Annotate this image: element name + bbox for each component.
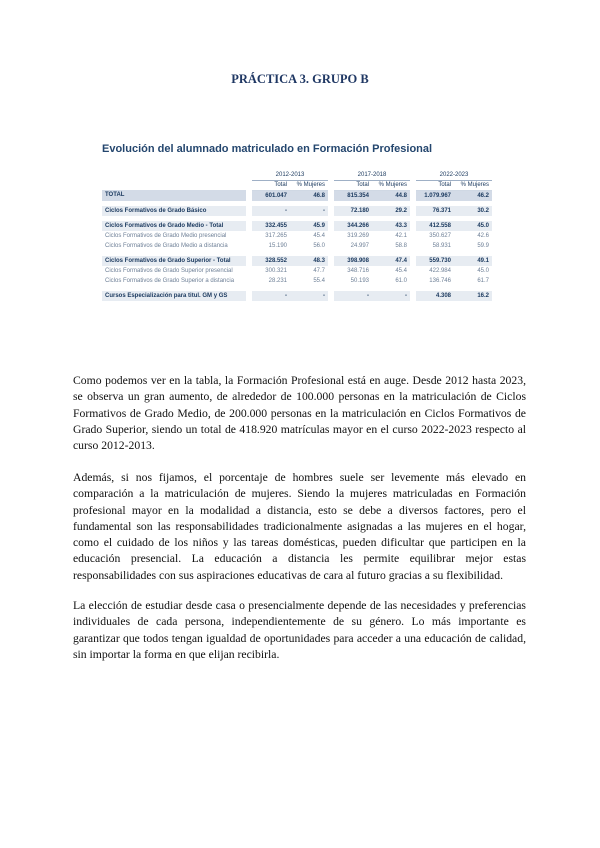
table-cell: 55.4 (313, 277, 325, 284)
column-header: % Mujeres (454, 180, 492, 190)
table-row (102, 221, 492, 231)
table-cell: 332.455 (252, 221, 290, 231)
table-cell: 45.4 (395, 267, 407, 274)
table-title: Evolución del alumnado matriculado en Formación Profesional (102, 143, 433, 155)
paragraph: La elección de estudiar desde casa o presencialmente depende de las necesidades y preferencias individuales de cada persona, independientemente de su género. Lo más importante es garantizar que todos tengan igualdad de oportunidades para acceder a una educación de calidad, sin importar la forma en que elijan recibirla. (73, 599, 526, 661)
table-cell: 45.9 (290, 221, 328, 231)
table-cell: 61.0 (395, 277, 407, 284)
table-cell: 72.180 (334, 206, 372, 216)
table-cell: 601.047 (252, 190, 290, 201)
table-cell: 136.746 (429, 277, 451, 284)
paragraph: Como podemos ver en la tabla, la Formación Profesional está en auge. Desde 2012 hasta 2023, se observa un gran aumento, de alrededor de 100.000 personas en la matriculación de Ciclos Formativos de Grado Medio, de 200.000 personas en la matriculación en Ciclos Formativos de Grado Superior, siendo un total de 418.920 matrículas mayor en el curso 2022-2023 respecto al curso 2012-2013. (73, 374, 526, 453)
table-cell: 15.190 (268, 242, 287, 249)
table-cell: 46.8 (290, 190, 328, 201)
row-label: Ciclos Formativos de Grado Medio a distancia (105, 242, 228, 249)
table-cell: 29.2 (372, 206, 410, 216)
row-label: Ciclos Formativos de Grado Medio - Total (102, 221, 246, 231)
table-row (102, 256, 492, 266)
table-cell: 45.4 (313, 232, 325, 239)
table-cell: - (290, 206, 328, 216)
table-cell: 350.627 (429, 232, 451, 239)
table-row (102, 266, 492, 276)
table-cell: - (252, 206, 290, 216)
table-cell: - (372, 291, 410, 301)
column-header: % Mujeres (290, 180, 328, 190)
table-row (102, 231, 492, 241)
table-cell: 300.321 (265, 267, 287, 274)
row-label: Ciclos Formativos de Grado Superior presencial (105, 267, 233, 274)
table-cell: - (290, 291, 328, 301)
table-cell: 58.931 (432, 242, 451, 249)
table-row (102, 190, 492, 201)
table-cell: 49.1 (454, 256, 492, 266)
row-label: Ciclos Formativos de Grado Superior a distancia (105, 277, 235, 284)
table-cell: - (252, 291, 290, 301)
table-cell: 422.984 (429, 267, 451, 274)
table-cell: 56.0 (313, 242, 325, 249)
table-cell: 344.266 (334, 221, 372, 231)
table-cell: 412.558 (416, 221, 454, 231)
table-cell: 46.2 (454, 190, 492, 201)
paragraph: Además, si nos fijamos, el porcentaje de hombres suele ser levemente más elevado en comparación a la matriculación de mujeres. Siendo la mujeres matriculadas en Formación profesional mayor en la modalidad a distancia, esto se debe a diversos factores, pero el fundamental son las responsabilidades tradicionalmente asignadas a las mujeres en el hogar, como el cuidado de los niños y las tareas domésticas, pueden dificultar que participen en la educación presencial. La educación a distancia les permite equilibrar mejor estas responsabilidades con sus aspiraciones educativas de cara al futuro gracias a su flexibilidad. (73, 471, 526, 582)
table-cell: 42.6 (477, 232, 489, 239)
table-cell: 328.552 (252, 256, 290, 266)
table-cell: 24.997 (350, 242, 369, 249)
table-cell: 44.8 (372, 190, 410, 201)
column-header: Total (252, 180, 290, 190)
table-cell: 1.079.967 (416, 190, 454, 201)
table-cell: 76.371 (416, 206, 454, 216)
table-cell: 30.2 (454, 206, 492, 216)
table-row (102, 206, 492, 216)
row-label: Cursos Especialización para titul. GM y GS (102, 291, 246, 301)
table-cell: 42.1 (395, 232, 407, 239)
table-cell: 59.9 (477, 242, 489, 249)
table-cell: 47.4 (372, 256, 410, 266)
page-title: PRÁCTICA 3. GRUPO B (231, 72, 369, 86)
table-row (102, 291, 492, 301)
table-cell: 45.0 (454, 221, 492, 231)
row-label: Ciclos Formativos de Grado Superior - Total (102, 256, 246, 266)
row-label: Ciclos Formativos de Grado Medio presencial (105, 232, 227, 239)
table-cell: 48.3 (290, 256, 328, 266)
table-cell: 16.2 (454, 291, 492, 301)
table-cell: 398.908 (334, 256, 372, 266)
table-cell: 28.231 (268, 277, 287, 284)
table-cell: 58.8 (395, 242, 407, 249)
table-cell: 319.269 (347, 232, 369, 239)
table-cell: 815.354 (334, 190, 372, 201)
table-row (102, 276, 492, 286)
table-cell: 47.7 (313, 267, 325, 274)
table-cell: 45.0 (477, 267, 489, 274)
table-row (102, 241, 492, 251)
column-header: % Mujeres (372, 180, 410, 190)
table-cell: 559.730 (416, 256, 454, 266)
table-cell: 43.3 (372, 221, 410, 231)
enrollment-table (102, 170, 492, 301)
table-cell: 348.716 (347, 267, 369, 274)
table-cell: - (334, 291, 372, 301)
row-label: Ciclos Formativos de Grado Básico (102, 206, 246, 216)
column-header: Total (334, 180, 372, 190)
table-cell: 61.7 (477, 277, 489, 284)
column-header: Total (416, 180, 454, 190)
year-header: 2022-2023 (416, 170, 492, 180)
row-label: TOTAL (102, 190, 246, 201)
table-cell: 317.265 (265, 232, 287, 239)
year-header: 2012-2013 (252, 170, 328, 180)
table-cell: 50.193 (350, 277, 369, 284)
table-cell: 4.308 (416, 291, 454, 301)
year-header: 2017-2018 (334, 170, 410, 180)
